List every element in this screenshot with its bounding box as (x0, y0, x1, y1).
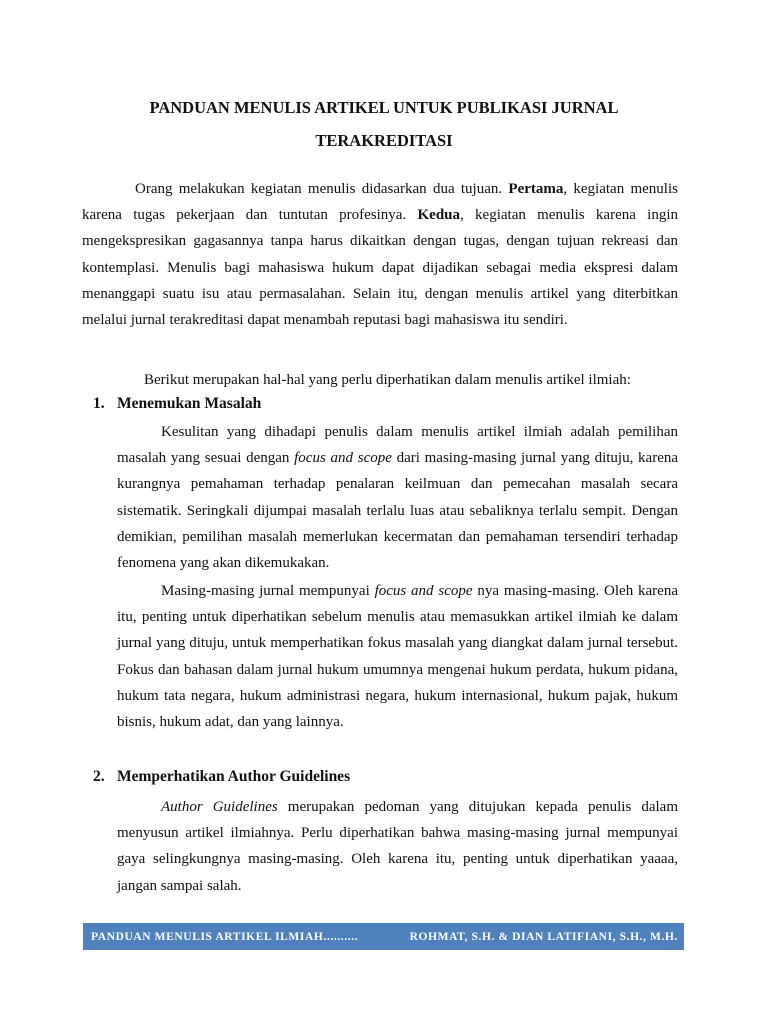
document-title (84, 91, 684, 157)
s1p1-text-2: dari masing-masing jurnal yang dituju, karena kurangnya pemahaman terhadap penalaran keilmuan dan pemecahan masalah secara sistematik. Seringkali dijumpai masalah terlalu luas atau sebaliknya terlalu sempit. Dengan demikian, pemilihan masalah memerlukan kecermatan dan pemahaman tersendiri terhadap fenomena yang akan dikemukakan. (117, 450, 679, 572)
list-intro-paragraph: Berikut merupakan hal-hal yang perlu diperhatikan dalam menulis artikel ilmiah: (144, 372, 631, 388)
section-1-paragraph-2 (117, 578, 678, 735)
s1p1-text-1: Kesulitan yang dihadapi penulis dalam menulis artikel ilmiah adalah pemilihan masalah yang sesuai dengan (117, 424, 678, 467)
page-footer (83, 923, 684, 950)
s1p1-italic: focus and scope (294, 450, 392, 467)
s1p2-text-1: Masing-masing jurnal mempunyai (161, 583, 375, 599)
footer-left-text: PANDUAN MENULIS ARTIKEL ILMIAH.......... (91, 930, 359, 943)
intro-text-3: , kegiatan menulis karena ingin mengekspresikan gagasannya tanpa harus dikaitkan dengan tugas, dengan tujuan rekreasi dan kontemplasi. Menulis bagi mahasiswa hukum dapat dijadikan sebagai media ekspresi dalam menanggapi suatu isu atau permasalahan. Selain itu, dengan menulis artikel yang diterbitkan melalui jurnal terakreditasi dapat menambah reputasi bagi mahasiswa itu sendiri. (82, 207, 678, 329)
section-2-heading (93, 768, 350, 786)
title-line-2: TERAKREDITASI (315, 131, 453, 150)
section-1-title: Menemukan Masalah (117, 395, 262, 412)
intro-text-2: , kegiatan menulis karena tugas pekerjaan dan tuntutan profesinya. (82, 181, 678, 224)
section-1-heading (93, 395, 261, 413)
section-2-title: Memperhatikan Author Guidelines (117, 768, 351, 785)
intro-bold-kedua: Kedua (417, 207, 461, 224)
s1p2-italic: focus and scope (374, 583, 473, 599)
footer-right-text: ROHMAT, S.H. & DIAN LATIFIANI, S.H., M.H. (409, 930, 678, 943)
intro-text-1: Orang melakukan kegiatan menulis didasarkan dua tujuan. (135, 181, 509, 197)
section-2-paragraph-1 (117, 794, 678, 899)
s2p1-text-1: merupakan pedoman yang ditujukan kepada penulis dalam menyusun artikel ilmiahnya. Perlu diperhatikan bahwa masing-masing jurnal mempunyai gaya selingkungnya masing-masing. Oleh karena itu, penting untuk diperhatikan yaaaa, jangan sampai salah. (117, 799, 679, 894)
intro-paragraph (82, 176, 678, 333)
s1p2-text-2: nya masing-masing. Oleh karena itu, penting untuk diperhatikan sebelum menulis atau memasukkan artikel ilmiah ke dalam jurnal yang dituju, untuk memperhatikan fokus masalah yang diangkat dalam jurnal tersebut. Fokus dan bahasan dalam jurnal hukum umumnya mengenai hukum perdata, hukum pidana, hukum tata negara, hukum administrasi negara, hukum internasional, hukum pajak, hukum bisnis, hukum adat, dan yang lainnya. (117, 583, 678, 731)
section-1-number: 1. (93, 395, 105, 412)
intro-bold-pertama: Pertama (508, 181, 564, 197)
s2p1-italic: Author Guidelines (161, 799, 278, 815)
section-2-number: 2. (93, 768, 105, 785)
section-1-paragraph-1 (117, 419, 678, 576)
title-line-1: PANDUAN MENULIS ARTIKEL UNTUK PUBLIKASI JURNAL (149, 98, 619, 117)
